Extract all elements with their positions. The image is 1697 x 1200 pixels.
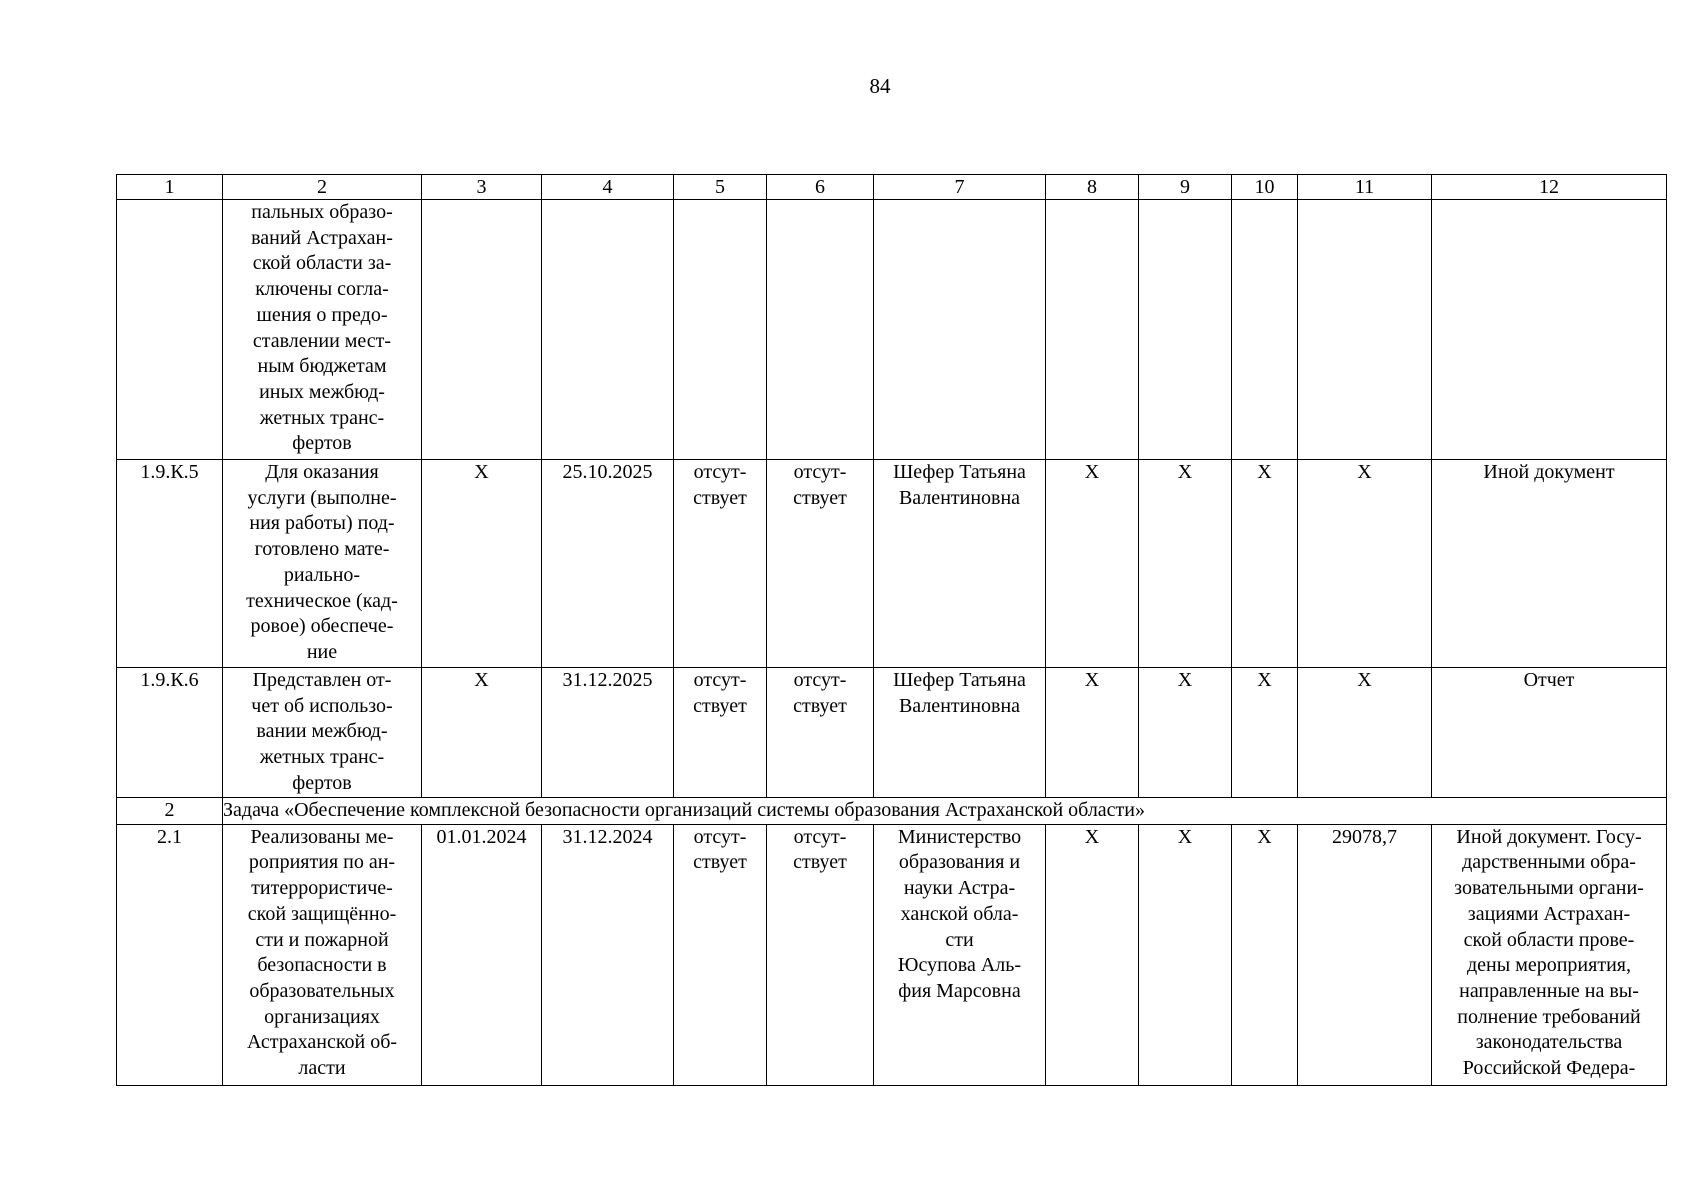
result-description-cell: пальных образо- ваний Астрахан- ской области за- ключены согла- шения о предо- ставлении мест- ным бюджетам иных межбюд- жетных транс- фертов [223,200,422,460]
row-code-cell: 1.9.К.5 [117,460,223,668]
amount-cell [1298,200,1432,460]
document-type-cell: Иной документ. Госу- дарственными обра- зовательными органи- зациями Астрахан- ской области прове- дены мероприятия, направленные на вы- полнение требований законодательства Российской Федера- [1432,824,1667,1085]
task-title-cell: Задача «Обеспечение комплексной безопасности организаций системы образования Астраханской области» [223,798,1667,825]
column-number: 6 [767,175,874,200]
amount-cell: 29078,7 [1298,824,1432,1085]
start-date-cell: X [422,460,542,668]
table-row [117,668,1667,798]
cell-col9: X [1139,824,1232,1085]
cell-col8 [1046,200,1139,460]
column-number: 3 [422,175,542,200]
start-date-cell: 01.01.2024 [422,824,542,1085]
end-date-cell: 31.12.2024 [542,824,674,1085]
column-number: 7 [874,175,1046,200]
end-date-cell: 31.12.2025 [542,668,674,798]
column-number: 12 [1432,175,1667,200]
cell-col8: X [1046,668,1139,798]
table-row [117,460,1667,668]
document-type-cell: Иной документ [1432,460,1667,668]
cell-col5 [674,200,767,460]
responsible-cell: Шефер Татьяна Валентиновна [874,668,1046,798]
start-date-cell [422,200,542,460]
cell-col10: X [1232,668,1298,798]
page-number: 84 [869,74,891,98]
cell-col9: X [1139,460,1232,668]
column-number: 2 [223,175,422,200]
column-number-row [117,175,1667,200]
cell-col5: отсут- ствует [674,824,767,1085]
cell-col6: отсут- ствует [767,824,874,1085]
responsible-cell: Министерство образования и науки Астра- ханской обла- сти Юсупова Аль- фия Марсовна [874,824,1046,1085]
column-number: 4 [542,175,674,200]
responsible-cell: Шефер Татьяна Валентиновна [874,460,1046,668]
plan-table [116,174,1667,1086]
cell-col6: отсут- ствует [767,460,874,668]
cell-col9: X [1139,668,1232,798]
result-description-cell: Для оказания услуги (выполне- ния работы) под- готовлено мате- риально- техническое (кад- ровое) обеспече- ние [223,460,422,668]
row-code-cell [117,200,223,460]
amount-cell: X [1298,668,1432,798]
task-row [117,798,1667,825]
column-number: 8 [1046,175,1139,200]
end-date-cell: 25.10.2025 [542,460,674,668]
column-number: 10 [1232,175,1298,200]
responsible-cell [874,200,1046,460]
column-number: 9 [1139,175,1232,200]
cell-col10: X [1232,824,1298,1085]
cell-col6: отсут- ствует [767,668,874,798]
end-date-cell [542,200,674,460]
cell-col10 [1232,200,1298,460]
column-number: 1 [117,175,223,200]
column-number: 5 [674,175,767,200]
result-description-cell: Реализованы ме- роприятия по ан- титеррористиче- ской защищённо- сти и пожарной безопасности в образовательных организациях Астраханской об- ласти [223,824,422,1085]
row-code-cell: 2.1 [117,824,223,1085]
cell-col8: X [1046,824,1139,1085]
cell-col6 [767,200,874,460]
cell-col5: отсут- ствует [674,668,767,798]
amount-cell: X [1298,460,1432,668]
cell-col10: X [1232,460,1298,668]
column-number: 11 [1298,175,1432,200]
row-code-cell: 1.9.К.6 [117,668,223,798]
document-type-cell: Отчет [1432,668,1667,798]
cell-col9 [1139,200,1232,460]
table-row [117,200,1667,460]
start-date-cell: X [422,668,542,798]
table-row [117,824,1667,1085]
result-description-cell: Представлен от- чет об использо- вании межбюд- жетных транс- фертов [223,668,422,798]
cell-col8: X [1046,460,1139,668]
task-number-cell: 2 [117,798,223,825]
cell-col5: отсут- ствует [674,460,767,668]
document-type-cell [1432,200,1667,460]
